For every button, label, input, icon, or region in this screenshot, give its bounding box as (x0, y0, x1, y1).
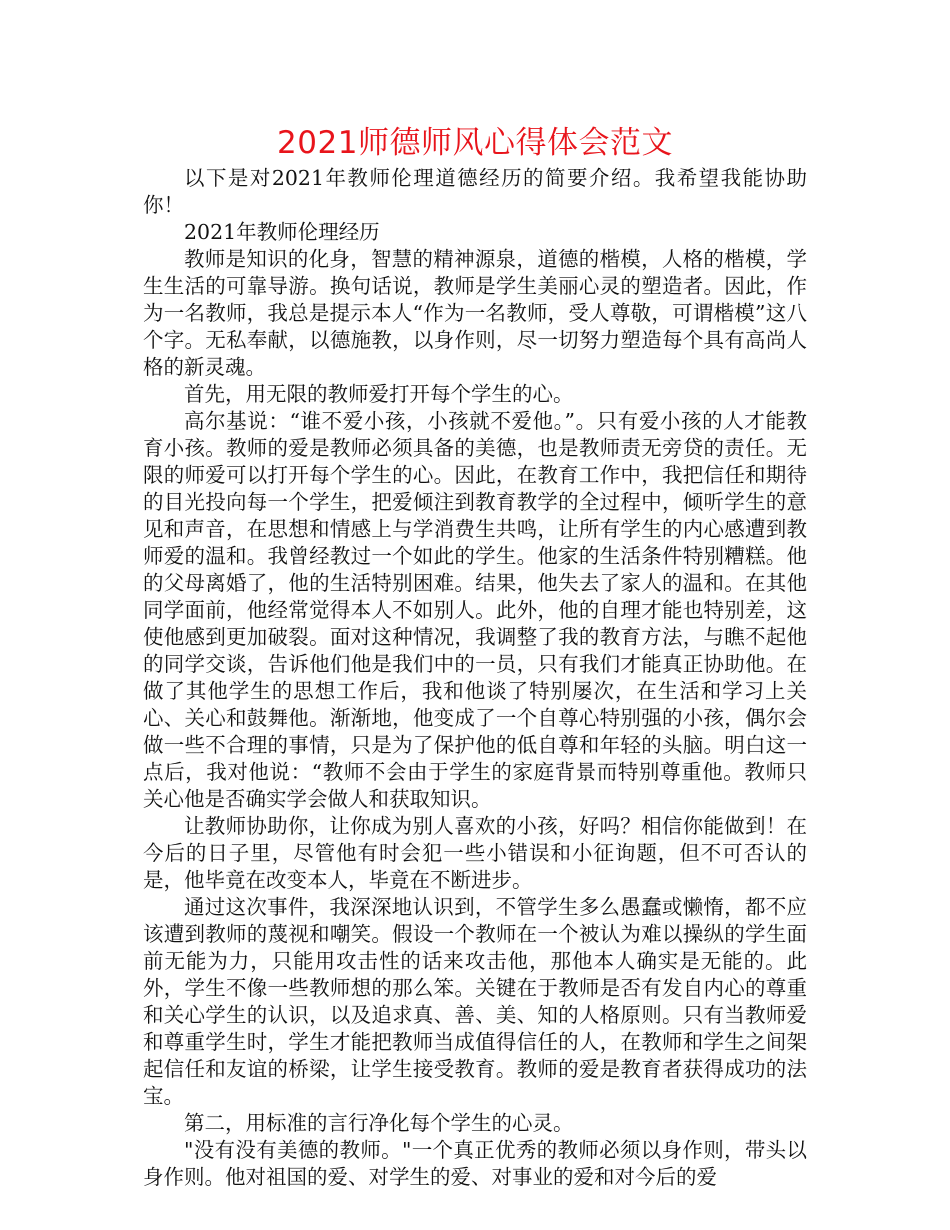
document-body (143, 165, 807, 1191)
document-title: 2021师德师风心得体会范文 (277, 125, 673, 161)
paragraph-virtue: "没有没有美德的教师。"一个真正优秀的教师必须以身作则，带头以身作则。他对祖国的爱、对学生的爱、对事业的爱和对今后的爱 (143, 1138, 807, 1189)
paragraph-teacher-role: 教师是知识的化身，智慧的精神源泉，道德的楷模，人格的楷模，学生生活的可靠导游。换句话说，教师是学生美丽心灵的塑造者。因此，作为一名教师，我总是提示本人“作为一名教师，受人尊敬，可谓楷模”这八个字。无私奉献，以德施教，以身作则，尽一切努力塑造每个具有高尚人格的新灵魂。 (143, 247, 807, 379)
paragraph-first-point: 首先，用无限的教师爱打开每个学生的心。 (184, 382, 574, 406)
paragraph-reflection: 通过这次事件，我深深地认识到，不管学生多么愚蠢或懒惰，都不应该遭到教师的蔑视和嘲笑。假设一个教师在一个被认为难以操纵的学生面前无能为力，只能用攻击性的话来攻击他，那他本人确实是无能的。此外，学生不像一些教师想的那么笨。关键在于教师是否有发自内心的尊重和关心学生的认识，以及追求真、善、美、知的人格原则。只有当教师爱和尊重学生时，学生才能把教师当成值得信任的人，在教师和学生之间架起信任和友谊的桥梁，让学生接受教育。教师的爱是教育者获得成功的法宝。 (143, 895, 807, 1108)
paragraph-subtitle: 2021年教师伦理经历 (184, 220, 380, 244)
paragraph-encouragement: 让教师协助你，让你成为别人喜欢的小孩，好吗？相信你能做到！在今后的日子里，尽管他有时会犯一些小错误和小征询题，但不可否认的是，他毕竟在改变本人，毕竟在不断进步。 (143, 814, 807, 892)
paragraph-gorky-story: 高尔基说：“谁不爱小孩，小孩就不爱他。”。只有爱小孩的人才能教育小孩。教师的爱是教师必须具备的美德，也是教师责无旁贷的责任。无限的师爱可以打开每个学生的心。因此，在教育工作中，我把信任和期待的目光投向每一个学生，把爱倾注到教育教学的全过程中，倾听学生的意见和声音，在思想和情感上与学消费生共鸣，让所有学生的内心感遭到教师爱的温和。我曾经教过一个如此的学生。他家的生活条件特别糟糕。他的父母离婚了，他的生活特别困难。结果，他失去了家人的温和。在其他同学面前，他经常觉得本人不如别人。此外，他的自理才能也特别差，这使他感到更加破裂。面对这种情况，我调整了我的教育方法，与瞧不起他的同学交谈，告诉他们他是我们中的一员，只有我们才能真正协助他。在做了其他学生的思想工作后，我和他谈了特别屡次，在生活和学习上关心、关心和鼓舞他。渐渐地，他变成了一个自尊心特别强的小孩，偶尔会做一些不合理的事情，只是为了保护他的低自尊和年轻的头脑。明白这一点后，我对他说：“教师不会由于学生的家庭背景而特别尊重他。教师只关心他是否确实学会做人和获取知识。 (143, 409, 807, 811)
paragraph-second-point: 第二，用标准的言行净化每个学生的心灵。 (184, 1111, 574, 1135)
paragraph-intro: 以下是对2021年教师伦理道德经历的简要介绍。我希望我能协助你！ (143, 166, 807, 217)
